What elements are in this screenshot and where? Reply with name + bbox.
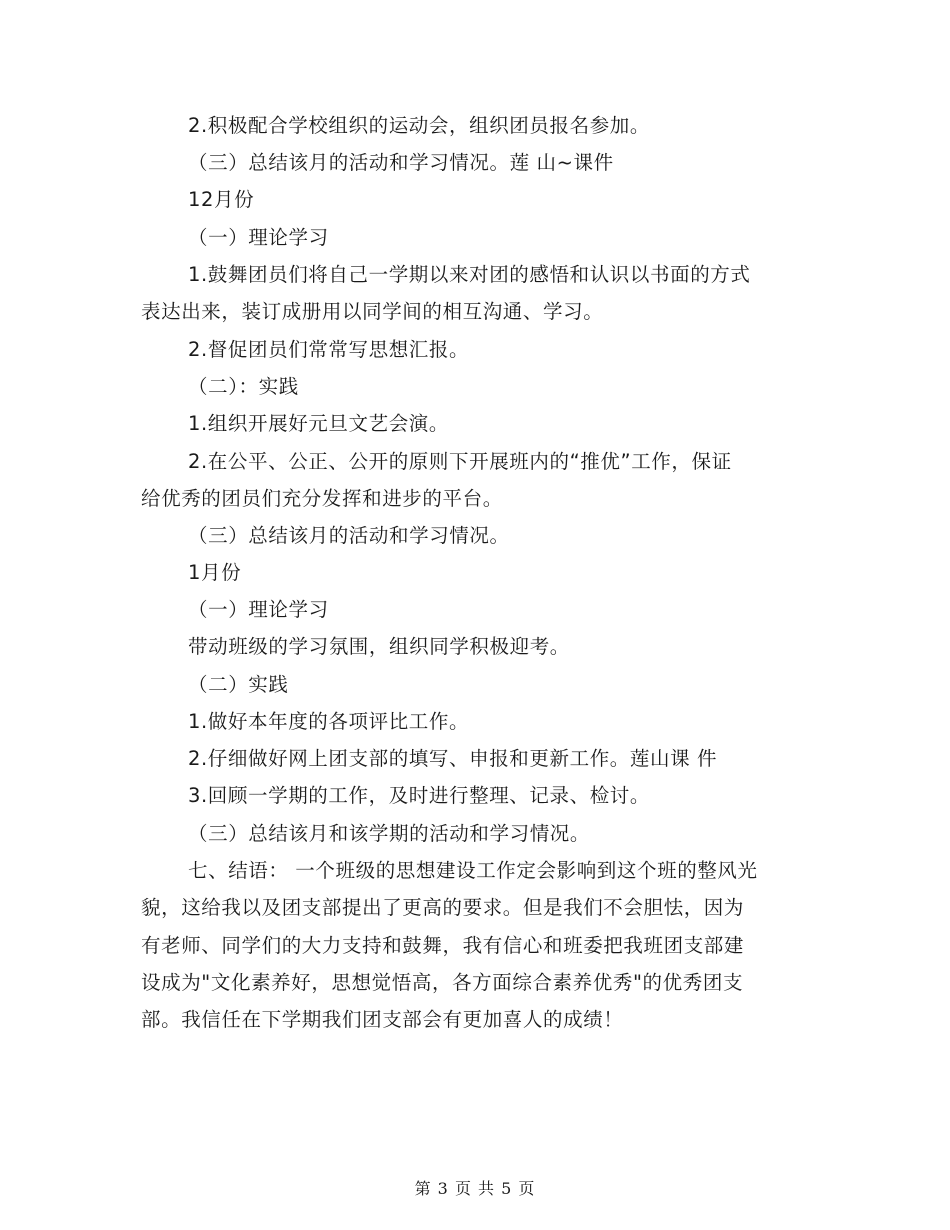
text-line: 1.鼓舞团员们将自己一学期以来对团的感悟和认识以书面的方式 [188, 263, 751, 286]
text-line: （三）总结该月的活动和学习情况。 [188, 524, 510, 547]
text-line: 2.积极配合学校组织的运动会，组织团员报名参加。 [188, 114, 651, 137]
text-line: 1.组织开展好元旦文艺会演。 [188, 412, 450, 435]
text-line: 2.在公平、公正、公开的原则下开展班内的“推优”工作，保证 [188, 450, 732, 473]
text-line: 表达出来，装订成册用以同学间的相互沟通、学习。 [141, 300, 604, 323]
page-number: 第 3 页 共 5 页 [414, 1179, 536, 1198]
text-line: 带动班级的学习氛围，组织同学积极迎考。 [188, 635, 570, 658]
text-line: 七、结语： 一个班级的思想建设工作定会影响到这个班的整风光 [188, 859, 758, 882]
text-line: 部。我信任在下学期我们团支部会有更加喜人的成绩！ [141, 1008, 624, 1031]
text-line: 设成为"文化素养好，思想觉悟高，各方面综合素养优秀"的优秀团支 [141, 971, 744, 994]
text-line: （三）总结该月和该学期的活动和学习情况。 [188, 822, 591, 845]
section-heading: 1月份 [188, 561, 242, 584]
subsection-heading: （二）：实践 [188, 375, 299, 398]
text-line: 貌，这给我以及团支部提出了更高的要求。但是我们不会胆怯，因为 [141, 896, 745, 919]
text-line: 2.督促团员们常常写思想汇报。 [188, 338, 470, 361]
subsection-heading: （二）实践 [188, 673, 289, 696]
text-line: （三）总结该月的活动和学习情况。莲 山~课件 [188, 151, 614, 174]
subsection-heading: （一）理论学习 [188, 598, 329, 621]
text-line: 给优秀的团员们充分发挥和进步的平台。 [141, 487, 503, 510]
text-line: 有老师、同学们的大力支持和鼓舞，我有信心和班委把我班团支部建 [141, 934, 745, 957]
text-line: 2.仔细做好网上团支部的填写、申报和更新工作。莲山课 件 [188, 747, 718, 770]
subsection-heading: （一）理论学习 [188, 226, 329, 249]
text-line: 3.回顾一学期的工作，及时进行整理、记录、检讨。 [188, 784, 651, 807]
section-heading: 12月份 [188, 188, 255, 211]
text-line: 1.做好本年度的各项评比工作。 [188, 710, 470, 733]
